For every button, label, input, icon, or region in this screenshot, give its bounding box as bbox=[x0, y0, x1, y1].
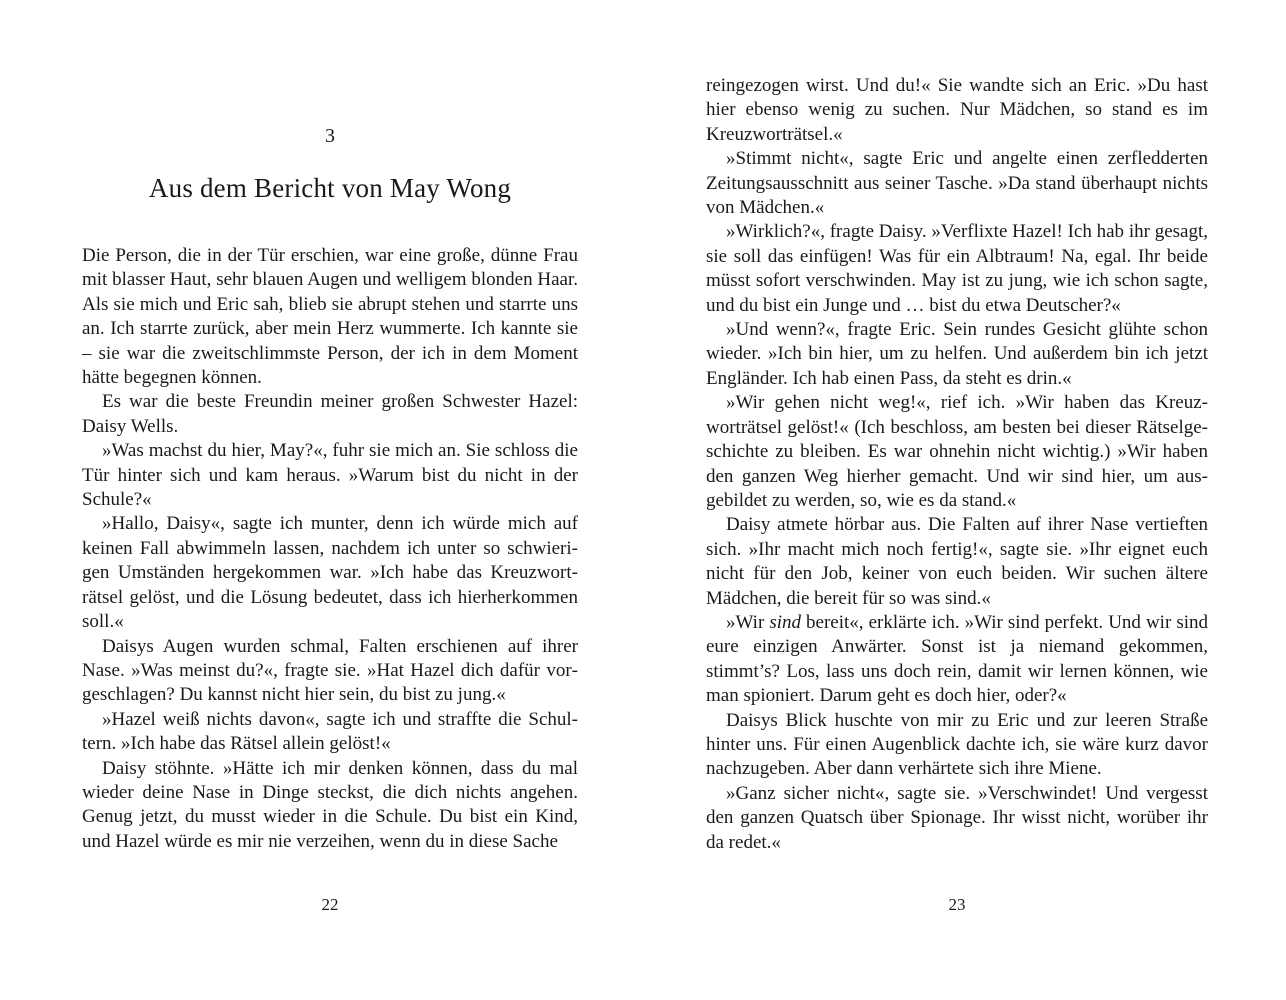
paragraph: Die Person, die in der Tür erschien, war eine große, dünne Frau mit blasser Haut, sehr blauen Augen und welligem blonden Haar. Als sie mich und Eric sah, blieb sie abrupt stehen und starrte uns an. Ich starrte zurück, aber mein Herz wummerte. Ich kannte sie – sie war die zweitschlimmste Person, der ich in dem Moment hätte begegnen können. bbox=[82, 245, 578, 389]
paragraph: »Stimmt nicht«, sagte Eric und angelte einen zerfledderten Zeitungsausschnitt aus seiner Tasche. »Da stand überhaupt nichts von Mädchen.« bbox=[706, 148, 1208, 219]
paragraph-text: bereit«, erklärte ich. »Wir sind perfekt. Und wir sind eure einzigen Anwärter. Sonst ist ja niemand gekommen, stimmt’s? Los, lass uns doch rein, damit wir lernen können, wie man spioniert. Darum geht es doch hier, oder?« bbox=[706, 611, 1208, 707]
right-page-body bbox=[706, 74, 1208, 855]
paragraph: »Hazel weiß nichts davon«, sagte ich und straffte die Schultern. »Ich habe das Rätsel allein gelöst!« bbox=[82, 708, 578, 755]
left-page-body bbox=[82, 244, 578, 854]
page-number-right: 23 bbox=[948, 895, 966, 914]
page-number-left: 22 bbox=[321, 895, 339, 914]
paragraph: »Hallo, Daisy«, sagte ich munter, denn ich würde mich auf keinen Fall abwimmeln lassen, nachdem ich unter so schwierigen Umständen hergekommen war. »Ich habe das Kreuzworträtsel gelöst, und die Lösung bedeutet, dass ich hierherkommen soll.« bbox=[82, 513, 578, 633]
paragraph: Daisys Augen wurden schmal, Falten erschienen auf ihrer Nase. »Was meinst du?«, fragte sie. »Hat Hazel dich dafür vorgeschlagen? Du kannst nicht hier sein, du bist zu jung.« bbox=[82, 635, 578, 706]
chapter-title: Aus dem Bericht von May Wong bbox=[148, 173, 512, 203]
paragraph: »Wir gehen nicht weg!«, rief ich. »Wir haben das Kreuzworträtsel gelöst!« (Ich beschloss, am besten bei dieser Rätselgeschichte zu bleiben. Es war ohnehin nicht wichtig.) »Wir haben den ganzen Weg hierher gemacht. Und wir sind hier, um ausgebildet zu werden, so, wie es da stand.« bbox=[706, 392, 1208, 511]
right-page bbox=[706, 0, 1208, 1000]
paragraph: »Ganz sicher nicht«, sagte sie. »Verschwindet! Und vergesst den ganzen Quatsch über Spionage. Ihr wisst nicht, worüber ihr da redet.« bbox=[706, 782, 1208, 853]
paragraph: Daisy atmete hörbar aus. Die Falten auf ihrer Nase vertieften sich. »Ihr macht mich noch fertig!«, sagte sie. »Ihr eignet euch nicht für den Job, keiner von euch beiden. Wir suchen ältere Mädchen, die bereit für so was sind.« bbox=[706, 514, 1208, 609]
chapter-number: 3 bbox=[325, 125, 335, 147]
paragraph: »Wirklich?«, fragte Daisy. »Verflixte Hazel! Ich hab ihr gesagt, sie soll das einfügen! Was für ein Albtraum! Na, egal. Ihr beide müsst sofort verschwinden. May ist zu jung, wie ich schon sagte, und du bist ein Junge und … bist du etwa Deutscher?« bbox=[706, 221, 1208, 316]
paragraph: »Was machst du hier, May?«, fuhr sie mich an. Sie schloss die Tür hinter sich und kam heraus. »Warum bist du nicht in der Schule?« bbox=[82, 440, 578, 511]
paragraph: Es war die beste Freundin meiner großen Schwester Hazel: Daisy Wells. bbox=[82, 391, 578, 437]
paragraph: »Und wenn?«, fragte Eric. Sein rundes Gesicht glühte schon wieder. »Ich bin hier, um zu helfen. Und außerdem bin ich jetzt Engländer. Ich hab einen Pass, da steht es drin.« bbox=[706, 319, 1208, 389]
continued-paragraph: reingezogen wirst. Und du!« Sie wandte sich an Eric. »Du hast hier ebenso wenig zu suchen. Nur Mädchen, so stand es im Kreuzworträtsel.« bbox=[706, 75, 1208, 145]
paragraph bbox=[706, 611, 1208, 709]
paragraph: Daisys Blick huschte von mir zu Eric und zur leeren Straße hinter uns. Für einen Augenblick dachte ich, sie wäre kurz davor nachzugeben. Aber dann verhärtete sich ihre Miene. bbox=[706, 709, 1208, 780]
paragraph-text: »Wir bbox=[726, 611, 770, 633]
emphasized-word: sind bbox=[769, 611, 801, 633]
paragraph: Daisy stöhnte. »Hätte ich mir denken können, dass du mal wieder deine Nase in Dinge steckst, die dich nichts angehen. Genug jetzt, du musst wieder in die Schule. Du bist ein Kind, und Hazel würde es mir nie verzeihen, wenn du in diese Sache bbox=[82, 757, 578, 852]
left-page bbox=[82, 0, 578, 1000]
